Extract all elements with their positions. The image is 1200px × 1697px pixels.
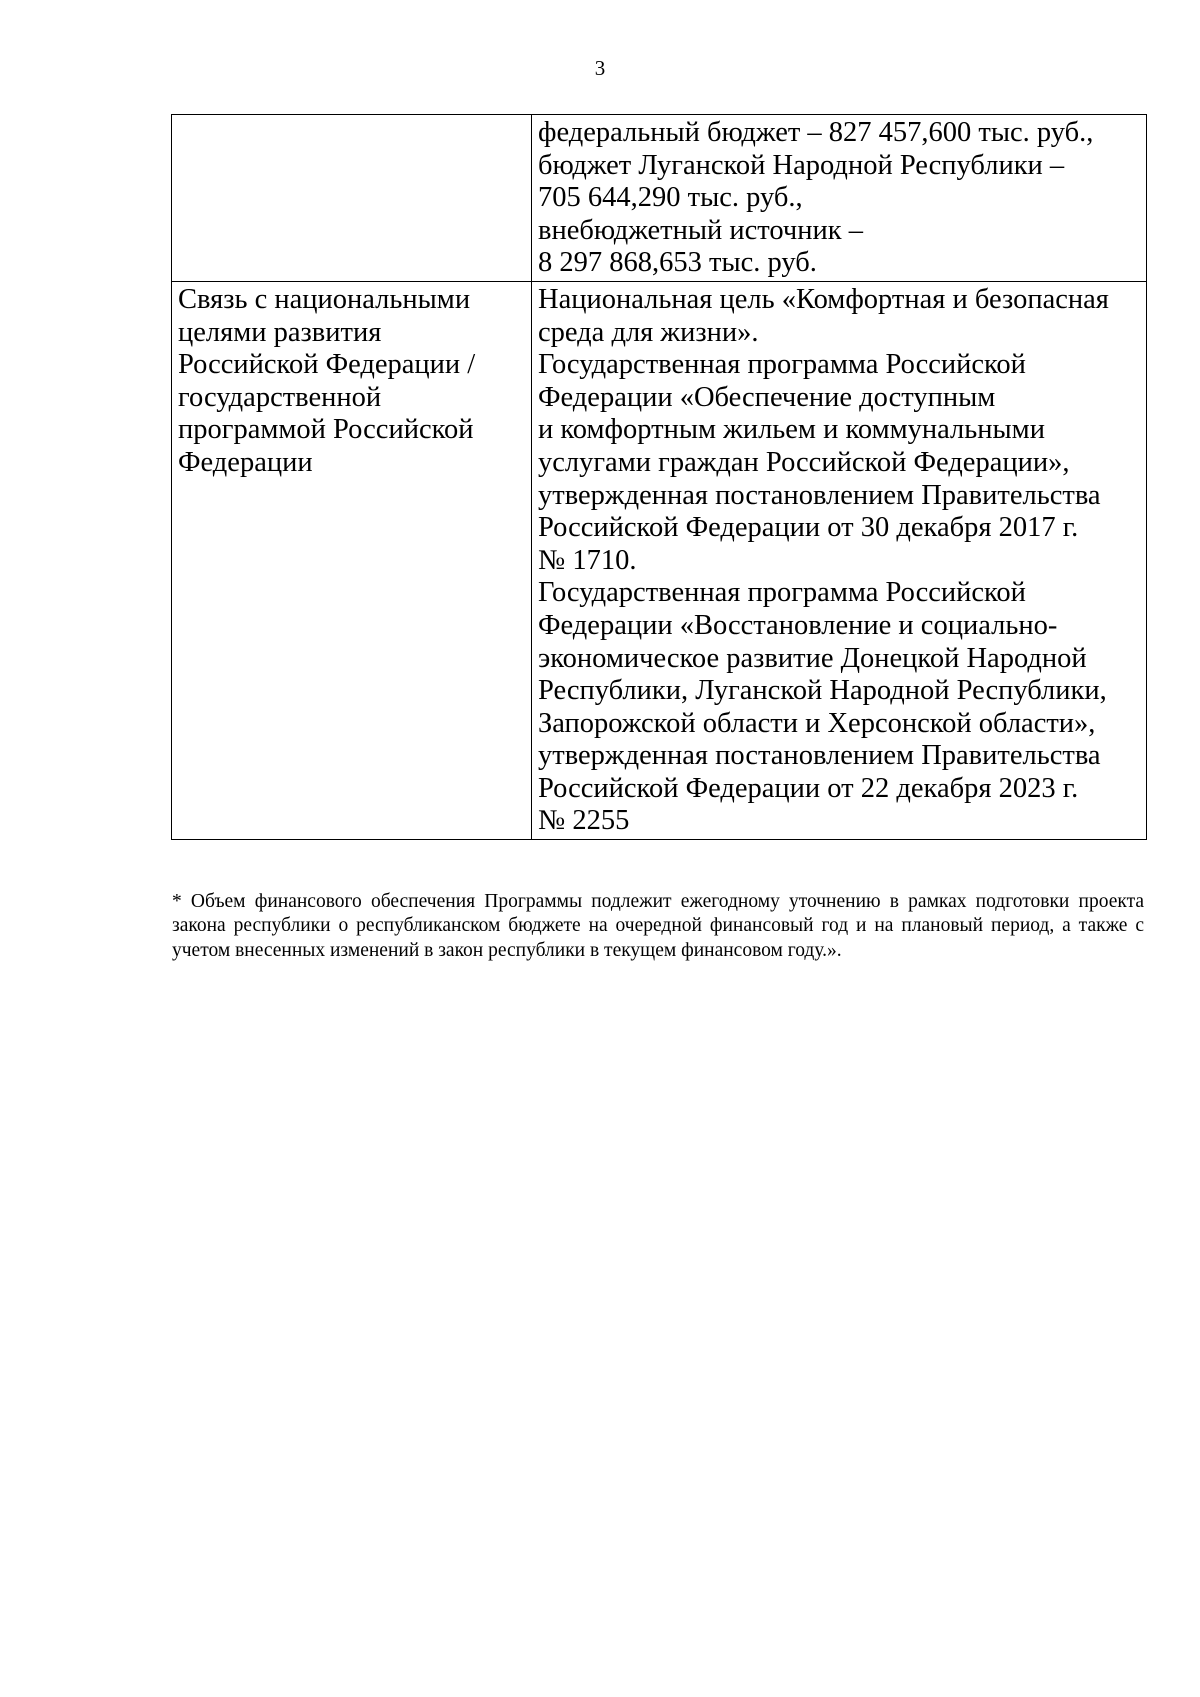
table-cell-left <box>172 115 532 282</box>
cell-text-line: 8 297 868,653 тыс. руб. <box>538 247 817 279</box>
cell-text-line: Федерации «Обеспечение доступным <box>538 381 996 413</box>
cell-text-line: бюджет Луганской Народной Республики – <box>538 149 1065 181</box>
program-passport-table <box>171 114 1147 840</box>
cell-text-line: № 2255 <box>538 805 630 837</box>
cell-text-line: Национальная цель «Комфортная и безопасная <box>538 283 1109 315</box>
cell-text-line: услугами граждан Российской Федерации», <box>538 446 1070 478</box>
table-cell-left <box>172 281 532 839</box>
table-cell-right <box>532 115 1147 282</box>
cell-text-line: среда для жизни». <box>538 316 759 348</box>
cell-text-line: утвержденная постановлением Правительства <box>538 479 1101 511</box>
cell-text-line: Российской Федерации от 22 декабря 2023 г. <box>538 772 1079 804</box>
cell-text-line: Государственная программа Российской <box>538 577 1026 609</box>
cell-text-line: № 1710. <box>538 544 637 576</box>
cell-text-line: Государственная программа Российской <box>538 349 1026 381</box>
cell-text-line: внебюджетный источник – <box>538 214 863 246</box>
cell-text-line: федеральный бюджет – 827 457,600 тыс. руб., <box>538 117 1094 148</box>
footnote: * Объем финансового обеспечения Программы подлежит ежегодному уточнению в рамках подготовки проекта закона республики о республиканском бюджете на очередной финансовый год и на плановый период, а также с учетом внесенных изменений в закон республики в текущем финансовом году.». <box>172 890 1144 961</box>
table-row <box>172 281 1147 839</box>
cell-text-line: Республики, Луганской Народной Республики, <box>538 675 1107 707</box>
cell-text-line: программой Российской <box>178 414 474 446</box>
cell-text-line: целями развития <box>178 316 382 348</box>
page-number: 3 <box>594 56 606 80</box>
cell-text-line: Российской Федерации / <box>178 349 476 381</box>
cell-text-line: Российской Федерации от 30 декабря 2017 г. <box>538 512 1079 544</box>
cell-text-line: и комфортным жильем и коммунальными <box>538 414 1045 446</box>
cell-text-line: государственной <box>178 381 382 413</box>
cell-text-line: 705 644,290 тыс. руб., <box>538 182 803 214</box>
table-cell-right <box>532 281 1147 839</box>
cell-text-line: Связь с национальными <box>178 283 471 315</box>
cell-text-line: утвержденная постановлением Правительства <box>538 740 1101 772</box>
cell-text-line: Федерации «Восстановление и социально- <box>538 609 1058 641</box>
cell-text-line: экономическое развитие Донецкой Народной <box>538 642 1087 674</box>
cell-text-line: Федерации <box>178 446 313 478</box>
cell-text-line: Запорожской области и Херсонской области», <box>538 707 1096 739</box>
table-row <box>172 115 1147 282</box>
